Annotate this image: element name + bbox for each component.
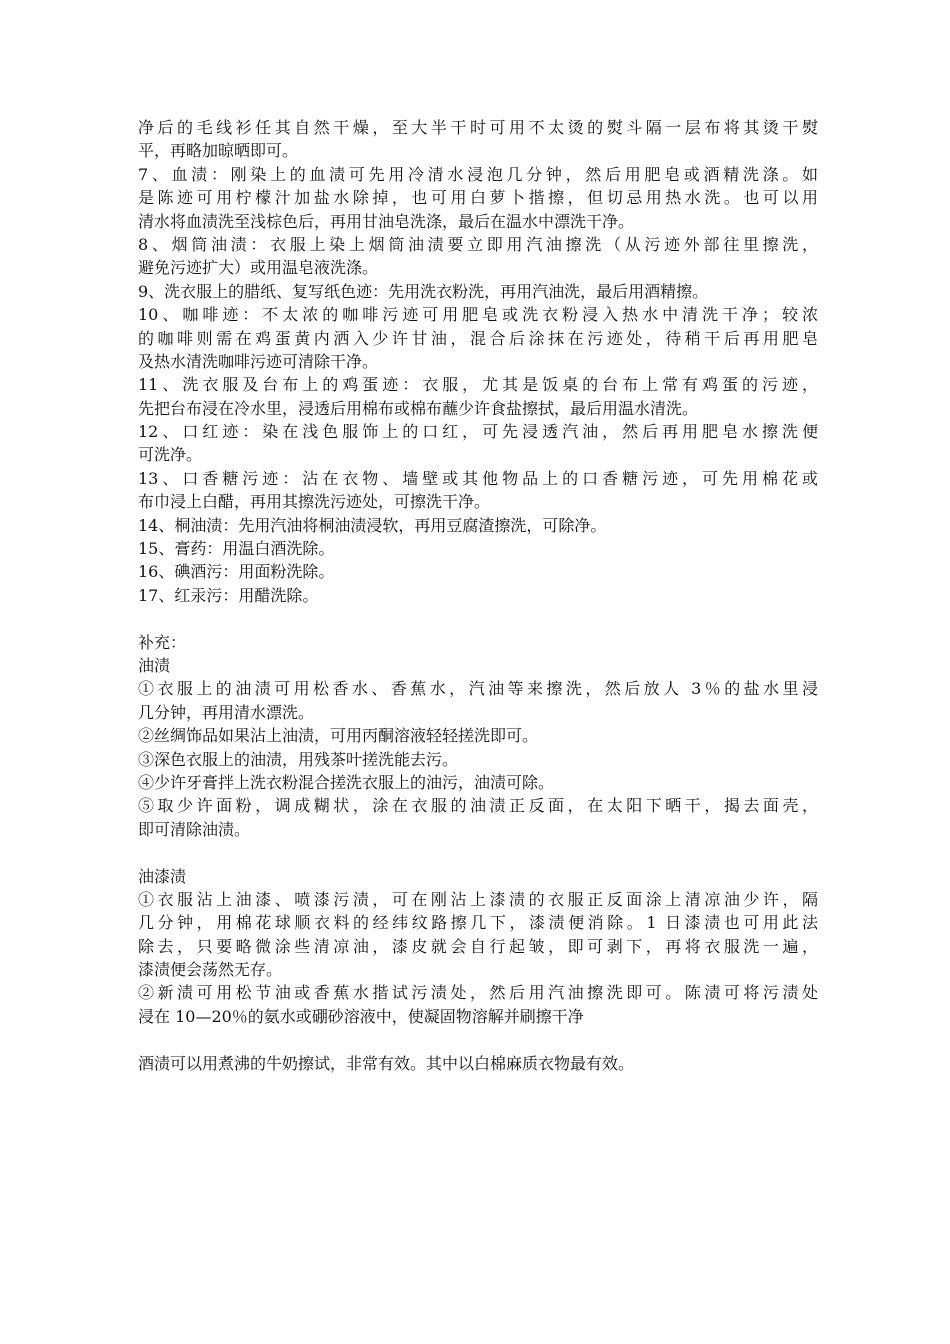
text-line: 8、烟筒油渍：衣服上染上烟筒油渍要立即用汽油擦洗（从污迹外部往里擦洗， <box>138 234 818 254</box>
text-line: 15、膏药：用温白酒洗除。 <box>138 539 335 559</box>
text-line: 清水将血渍洗至浅棕色后，再用甘油皂洗涤，最后在温水中漂洗干净。 <box>138 211 635 231</box>
text-line: ②新渍可用松节油或香蕉水揩试污渍处，然后用汽油擦洗即可。陈渍可将污渍处 <box>138 983 818 1003</box>
document-page <box>138 116 818 1075</box>
text-line: 是陈迹可用柠檬汁加盐水除掉，也可用白萝卜揩擦，但切忌用热水洗。也可以用 <box>138 188 818 208</box>
text-line: 漆渍便会荡然无存。 <box>138 960 283 980</box>
text-line: 酒渍可以用煮沸的牛奶擦试，非常有效。其中以白棉麻质衣物最有效。 <box>138 1053 635 1073</box>
text-line: 油渍 <box>138 655 171 675</box>
text-line: 几分钟，再用清水漂洗。 <box>138 702 315 722</box>
text-line: 17、红汞污：用醋洗除。 <box>138 585 319 605</box>
text-line: 13、口香糖污迹：沾在衣物、墙壁或其他物品上的口香糖污迹，可先用棉花或 <box>138 468 818 488</box>
text-line: ⑤取少许面粉，调成糊状，涂在衣服的油渍正反面，在太阳下晒干，揭去面壳， <box>138 796 818 816</box>
text-line: 及热水清洗咖啡污迹可清除干净。 <box>138 351 379 371</box>
text-line: 补充： <box>138 632 187 652</box>
blank-line <box>138 607 818 630</box>
text-line: 11、洗衣服及台布上的鸡蛋迹：衣服，尤其是饭桌的台布上常有鸡蛋的污迹， <box>138 375 818 395</box>
text-line: 几分钟，用棉花球顺衣料的经纬纹路擦几下，漆渍便消除。1 日漆渍也可用此法 <box>138 913 818 933</box>
text-line: 先把台布浸在冷水里，浸透后用棉布或棉布蘸少许食盐擦拭，最后用温水清洗。 <box>138 398 699 418</box>
text-line: ③深色衣服上的油渍，用残茶叶搓洗能去污。 <box>138 749 459 769</box>
text-line: 10、咖啡迹：不太浓的咖啡污迹可用肥皂或洗衣粉浸入热水中清洗干净；较浓 <box>138 305 818 325</box>
text-line: ②丝绸饰品如果沾上油渍，可用丙酮溶液轻轻搓洗即可。 <box>138 726 539 746</box>
text-line: ①衣服上的油渍可用松香水、香蕉水，汽油等来擦洗，然后放人 3％的盐水里浸 <box>138 679 818 699</box>
text-line: 除去，只要略微涂些清凉油，漆皮就会自行起皱，即可剥下，再将衣服洗一遍， <box>138 936 818 956</box>
text-line: 避免污迹扩大）或用温皂液洗涤。 <box>138 258 379 278</box>
text-line: 9、洗衣服上的腊纸、复写纸色迹：先用洗衣粉洗，再用汽油洗，最后用酒精擦。 <box>138 281 709 301</box>
text-line: 可洗净。 <box>138 445 203 465</box>
text-line: 7、血渍：刚染上的血渍可先用冷清水浸泡几分钟，然后用肥皂或酒精洗涤。如 <box>138 164 818 184</box>
text-line: ④少许牙膏拌上洗衣粉混合搓洗衣服上的油污，油渍可除。 <box>138 772 555 792</box>
text-line: 14、桐油渍：先用汽油将桐油渍浸软，再用豆腐渣擦洗，可除净。 <box>138 515 607 535</box>
text-line: 布巾浸上白醋，再用其擦洗污迹处，可擦洗干净。 <box>138 492 491 512</box>
text-line: 净后的毛线衫任其自然干燥，至大半干时可用不太烫的熨斗隔一层布将其烫干熨 <box>138 118 818 137</box>
blank-line <box>138 841 818 864</box>
text-line: 即可清除油渍。 <box>138 819 251 839</box>
blank-line <box>138 1028 818 1051</box>
text-line: 平，再略加晾晒即可。 <box>138 141 299 161</box>
text-line: 油漆渍 <box>138 866 187 886</box>
text-line: 的咖啡则需在鸡蛋黄内洒入少许甘油，混合后涂抹在污迹处，待稍干后再用肥皂 <box>138 328 818 348</box>
text-line: ①衣服沾上油漆、喷漆污渍，可在刚沾上漆渍的衣服正反面涂上清凉油少许，隔 <box>138 889 818 909</box>
text-line: 浸在 10—20％的氨水或硼砂溶液中，使凝固物溶解并刷擦干净 <box>138 1006 584 1026</box>
text-line: 16、碘酒污：用面粉洗除。 <box>138 562 335 582</box>
text-line: 12、口红迹：染在浅色服饰上的口红，可先浸透汽油，然后再用肥皂水擦洗便 <box>138 422 818 442</box>
